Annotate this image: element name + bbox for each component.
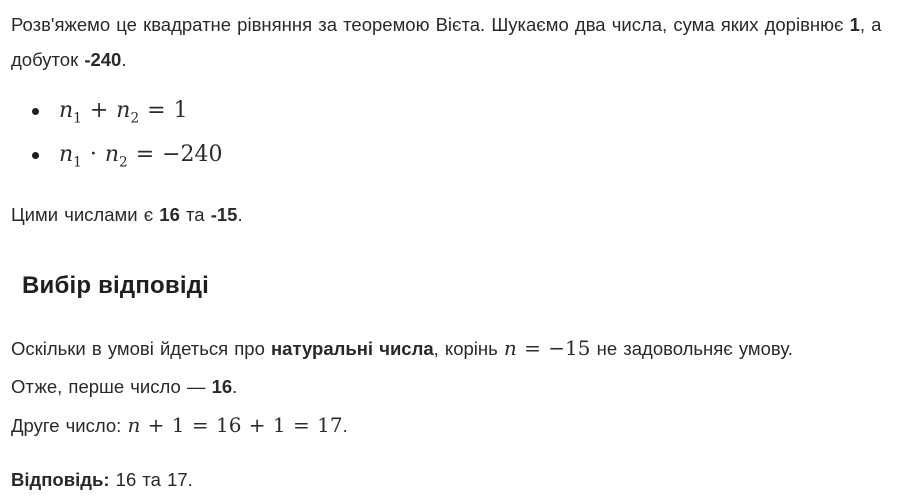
product-value: -240 xyxy=(84,49,122,70)
section-heading: Вибір відповіді xyxy=(22,272,210,299)
reason2-bold: 16 xyxy=(211,376,233,397)
numbers-text-middle: та xyxy=(179,204,211,225)
reason2-text-end: . xyxy=(232,376,238,397)
reasoning-line-2 xyxy=(11,374,903,400)
math-equals: = xyxy=(135,142,155,167)
math-subscript: 2 xyxy=(130,110,140,127)
first-number: 16 xyxy=(159,204,180,225)
numbers-found-paragraph xyxy=(11,203,903,227)
answer-paragraph xyxy=(11,467,903,493)
reason1-text-start: Оскільки в умові йдеться про xyxy=(11,338,271,359)
intro-text-middle: , а добуток xyxy=(11,14,882,70)
math-var: n xyxy=(116,98,131,123)
bullet-icon xyxy=(32,108,39,115)
reason2-text-start: Отже, перше число — xyxy=(11,376,212,397)
math-rest: + 1 = 16 + 1 = 17 xyxy=(140,413,343,437)
intro-text-end: . xyxy=(121,49,127,70)
inline-math xyxy=(504,336,591,360)
reasoning-line-3 xyxy=(11,411,903,440)
answer-text: 16 та 17. xyxy=(109,469,193,490)
answer-label: Відповідь: xyxy=(11,469,110,490)
math-subscript: 1 xyxy=(73,110,82,127)
numbers-text-end: . xyxy=(237,204,243,225)
reason3-text-start: Друге число: xyxy=(11,415,128,436)
second-number: -15 xyxy=(210,204,238,225)
numbers-text-start: Цими числами є xyxy=(11,204,160,225)
math-subscript: 2 xyxy=(119,154,128,171)
equation-product xyxy=(59,142,223,171)
math-subscript: 1 xyxy=(73,154,82,171)
sum-value: 1 xyxy=(849,14,860,35)
math-operator: + xyxy=(89,98,109,123)
math-result: −240 xyxy=(162,142,223,167)
math-var: n xyxy=(503,336,517,360)
math-var: n xyxy=(104,142,120,167)
inline-math xyxy=(127,413,342,437)
math-result: 1 xyxy=(173,98,188,123)
math-var: n xyxy=(59,142,74,167)
equation-list xyxy=(11,89,903,177)
math-var: n xyxy=(59,98,74,123)
reason1-text-end: не задовольняє умову. xyxy=(590,338,793,359)
intro-paragraph xyxy=(11,7,895,77)
intro-text-start: Розв'яжемо це квадратне рівняння за теоремою Вієта. Шукаємо два числа, сума яких дорівнює xyxy=(11,14,850,35)
reason1-bold: натуральні числа xyxy=(271,338,434,359)
math-rest: = −15 xyxy=(516,336,591,360)
reasoning-line-1 xyxy=(11,335,903,362)
reason1-text-after-bold: , корінь xyxy=(433,338,504,359)
bullet-icon xyxy=(32,152,39,159)
reason3-text-end: . xyxy=(342,415,348,436)
equation-sum xyxy=(59,98,188,127)
equation-item-product xyxy=(59,133,903,177)
equation-item-sum xyxy=(59,89,903,133)
math-operator: · xyxy=(89,142,97,167)
math-var: n xyxy=(127,413,141,437)
math-equals: = xyxy=(147,98,166,123)
